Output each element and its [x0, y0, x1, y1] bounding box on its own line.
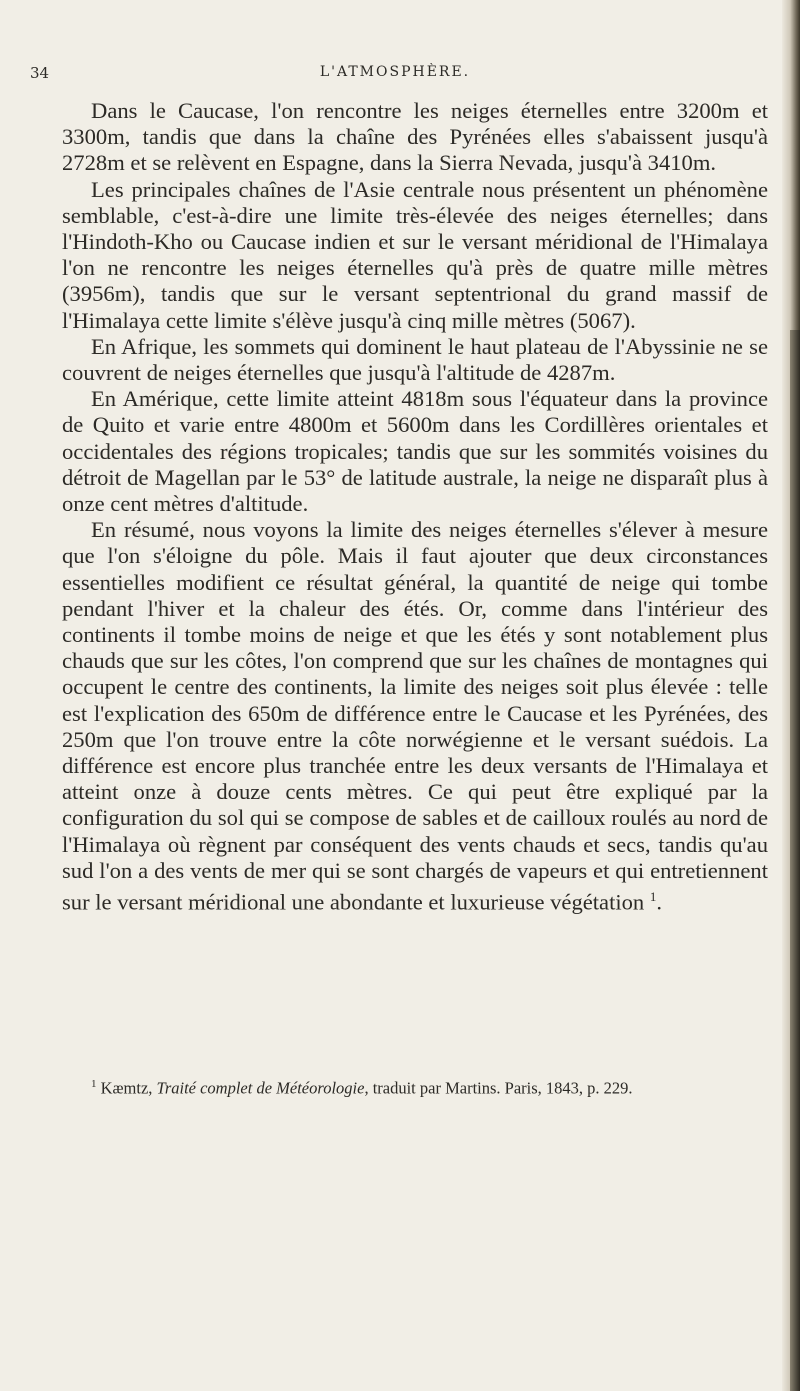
paragraph-resume: En résumé, nous voyons la limite des neiges éternelles s'élever à mesure que l'on s'éloigne du pôle. Mais il faut ajouter que deux circonstances essentielles modifient ce résultat général, la quantité de neige qui tombe pendant l'hiver et la chaleur des étés. Or, comme dans l'intérieur des continents il tombe moins de neige et que les étés y sont notablement plus chauds que sur les côtes, l'on comprend que sur les chaînes de montagnes qui occupent le centre des continents, la limite des neiges soit plus élevée : telle est l'explication des 650m de différence entre le Caucase et les Pyrénées, des 250m que l'on trouve entre la côte norwégienne et le versant suédois. La différence est encore plus tranchée entre les deux versants de l'Himalaya et atteint onze à douze cents mètres. Ce qui peut être expliqué par la configuration du sol qui se compose de sables et de cailloux roulés au nord de l'Himalaya où règnent par conséquent des vents chauds et secs, tandis qu'au sud l'on a des vents de mer qui se sont chargés de vapeurs et qui entretiennent sur le versant méridional une abondante et luxurieuse végétation $^1$. — [62, 517, 768, 915]
footnote-author: Kæmtz, — [100, 1078, 153, 1098]
paragraph-asie-centrale: Les principales chaînes de l'Asie centrale nous présentent un phénomène semblable, c'est-à-dire une limite très-élevée des neiges éternelles; dans l'Hindoth-Kho ou Caucase indien et sur le versant méridional de l'Himalaya l'on ne rencontre les neiges éternelles qu'à près de quatre mille mètres (3956m), tandis que sur le versant septentrional du grand massif de l'Himalaya cette limite s'élève jusqu'à cinq mille mètres (5067). — [62, 176, 768, 333]
running-title: L'ATMOSPHÈRE. — [319, 64, 471, 80]
footnote-text — [62, 1073, 768, 1100]
paragraph-afrique: En Afrique, les sommets qui dominent le haut plateau de l'Abyssinie ne se couvrent de neiges éternelles que jusqu'à l'altitude de 4287m. — [62, 333, 768, 386]
footnote-details: , traduit par Martins. Paris, 1843, p. 229. — [364, 1078, 633, 1098]
footnote — [62, 1073, 768, 1100]
footnote-marker: 1 — [91, 1078, 97, 1090]
footnote-book-title: Traité complet de Météorologie — [156, 1078, 365, 1098]
paragraph-caucase: Dans le Caucase, l'on rencontre les neiges éternelles entre 3200m et 3300m, tandis que dans la chaîne des Pyrénées elles s'abaissent jusqu'à 2728m et se relèvent en Espagne, dans la Sierra Nevada, jusqu'à 3410m. — [62, 98, 768, 176]
paragraph-resume-text: En résumé, nous voyons la limite des neiges éternelles s'élever à mesure que l'on s'éloigne du pôle. Mais il faut ajouter que deux circonstances essentielles modifient ce résultat général, la quantité de neige qui tombe pendant l'hiver et la chaleur des étés. Or, comme dans l'intérieur des continents il tombe moins de neige et que les étés y sont notablement plus chauds que sur les côtes, l'on comprend que sur les chaînes de montagnes qui occupent le centre des continents, la limite des neiges soit plus élevée : telle est l'explication des 650m de différence entre le Caucase et les Pyrénées, des 250m que l'on trouve entre la côte norwégienne et le versant suédois. La différence est encore plus tranchée entre les deux versants de l'Himalaya et atteint onze à douze cents mètres. Ce qui peut être expliqué par la configuration du sol qui se compose de sables et de cailloux roulés au nord de l'Himalaya où règnent par conséquent des vents chauds et secs, tandis qu'au sud l'on a des vents de mer qui se sont chargés de vapeurs et qui entretiennent sur le versant méridional une abondante et luxurieuse végétation — [62, 517, 768, 915]
running-header — [30, 64, 760, 88]
page-number: 34 — [30, 64, 50, 82]
footnote-reference: 1 — [649, 889, 657, 905]
paragraph-amerique: En Amérique, cette limite atteint 4818m sous l'équateur dans la province de Quito et varie entre 4800m et 5600m dans les Cordillères orientales et occidentales des régions tropicales; tandis que sur les sommités voisines du détroit de Magellan par le 53° de latitude australe, la neige ne disparaît plus à onze cent mètres d'altitude. — [62, 386, 768, 517]
binding-shadow — [790, 330, 800, 1391]
body-text — [62, 98, 768, 916]
